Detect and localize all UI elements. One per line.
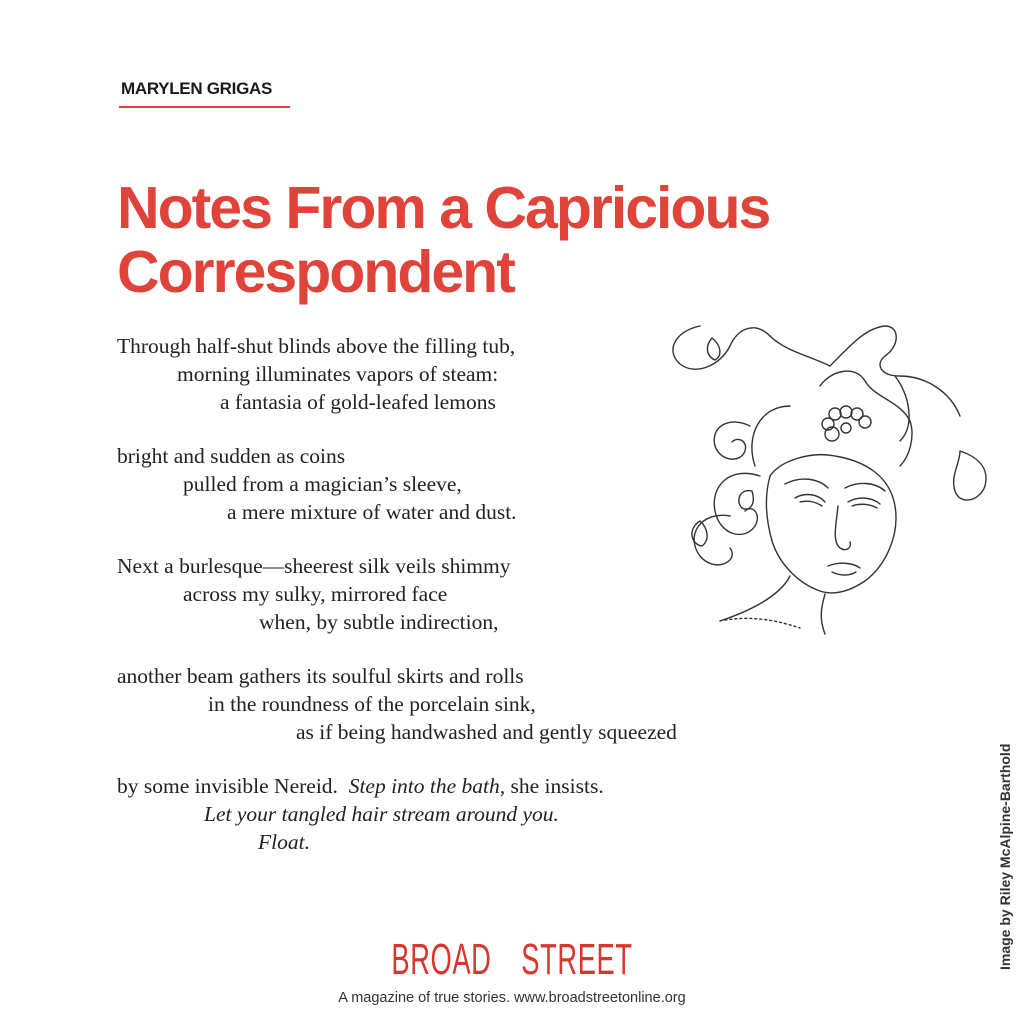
poem-line: when, by subtle indirection,: [259, 610, 499, 634]
title-line-2: Correspondent: [117, 239, 514, 305]
poem-line: pulled from a magician’s sleeve,: [183, 472, 462, 496]
poem-line: as if being handwashed and gently squeezed: [296, 720, 677, 744]
brand-word-street: STREET: [521, 935, 633, 984]
brand-logo: [195, 936, 830, 984]
poem-line: bright and sudden as coins: [117, 444, 346, 468]
poem-line: Next a burlesque—sheerest silk veils shimmy: [117, 554, 511, 578]
poem-line: another beam gathers its soulful skirts and rolls: [117, 664, 524, 688]
poem-line: [117, 772, 604, 800]
poem-line: morning illuminates vapors of steam:: [177, 362, 499, 386]
brand-word-broad: BROAD: [391, 935, 492, 984]
author-name: MARYLEN GRIGAS: [121, 79, 273, 98]
poem-line-italic: Step into the bath,: [348, 774, 506, 798]
poem-line-part: she insists.: [510, 774, 604, 798]
poem-title: [117, 176, 877, 304]
poem-line: a fantasia of gold-leafed lemons: [220, 390, 496, 414]
magazine-tagline: A magazine of true stories. www.broadstreetonline.org: [338, 990, 686, 1006]
poem-line: across my sulky, mirrored face: [183, 582, 448, 606]
poem-line: [204, 800, 559, 828]
poem-line: a mere mixture of water and dust.: [227, 500, 517, 524]
poem-line: in the roundness of the porcelain sink,: [208, 692, 536, 716]
poem-line-italic: Let your tangled hair stream around you.: [204, 802, 559, 826]
poem-line: Through half-shut blinds above the filling tub,: [117, 334, 516, 358]
title-line-1: Notes From a Capricious: [117, 175, 770, 241]
poem-line-part: by some invisible Nereid.: [117, 774, 338, 798]
poem-line: [258, 828, 310, 856]
poem-line-italic: Float.: [258, 830, 310, 854]
woman-face-illustration: [660, 316, 1000, 638]
image-credit: Image by Riley McAlpine-Barthold: [997, 743, 1013, 970]
author-underline: [119, 106, 290, 108]
